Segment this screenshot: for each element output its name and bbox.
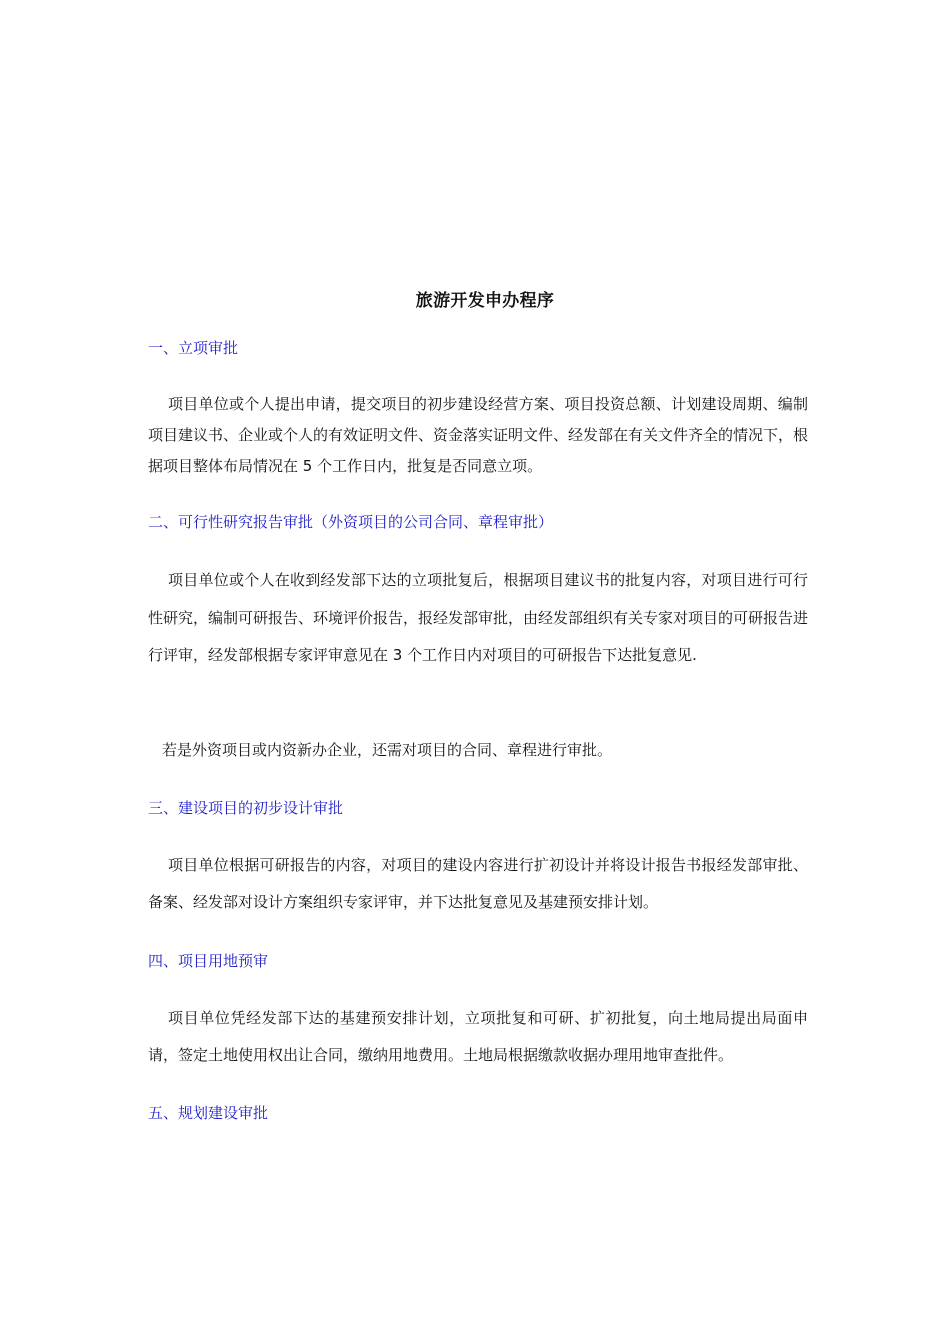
section-2-paragraph: 项目单位或个人在收到经发部下达的立项批复后，根据项目建议书的批复内容，对项目进行可行性研究，编制可研报告、环境评价报告，报经发部审批，由经发部组织有关专家对项目的可研报告进行评审，经发部根据专家评审意见在 3 个工作日内对项目的可研报告下达批复意见. — [148, 571, 809, 664]
section-1-paragraph: 项目单位或个人提出申请，提交项目的初步建设经营方案、项目投资总额、计划建设周期、编制项目建议书、企业或个人的有效证明文件、资金落实证明文件、经发部在有关文件齐全的情况下，根据项目整体布局情况在 5 个工作日内，批复是否同意立项。 — [148, 395, 809, 475]
section-2-heading: 二、可行性研究报告审批（外资项目的公司合同、章程审批） — [148, 513, 554, 531]
document-title: 旅游开发申办程序 — [415, 291, 555, 311]
section-2-note: 若是外资项目或内资新办企业，还需对项目的合同、章程进行审批。 — [162, 741, 613, 759]
section-4-heading: 四、项目用地预审 — [148, 952, 269, 970]
section-5-heading: 五、规划建设审批 — [148, 1104, 269, 1122]
section-3-paragraph: 项目单位根据可研报告的内容，对项目的建设内容进行扩初设计并将设计报告书报经发部审批、备案、经发部对设计方案组织专家评审，并下达批复意见及基建预安排计划。 — [148, 856, 808, 911]
section-4-paragraph: 项目单位凭经发部下达的基建预安排计划，立项批复和可研、扩初批复，向土地局提出局面申请，签定土地使用权出让合同，缴纳用地费用。土地局根据缴款收据办理用地审查批件。 — [148, 1009, 808, 1064]
section-3-heading: 三、建设项目的初步设计审批 — [148, 799, 344, 817]
section-1-heading: 一、立项审批 — [148, 339, 239, 357]
